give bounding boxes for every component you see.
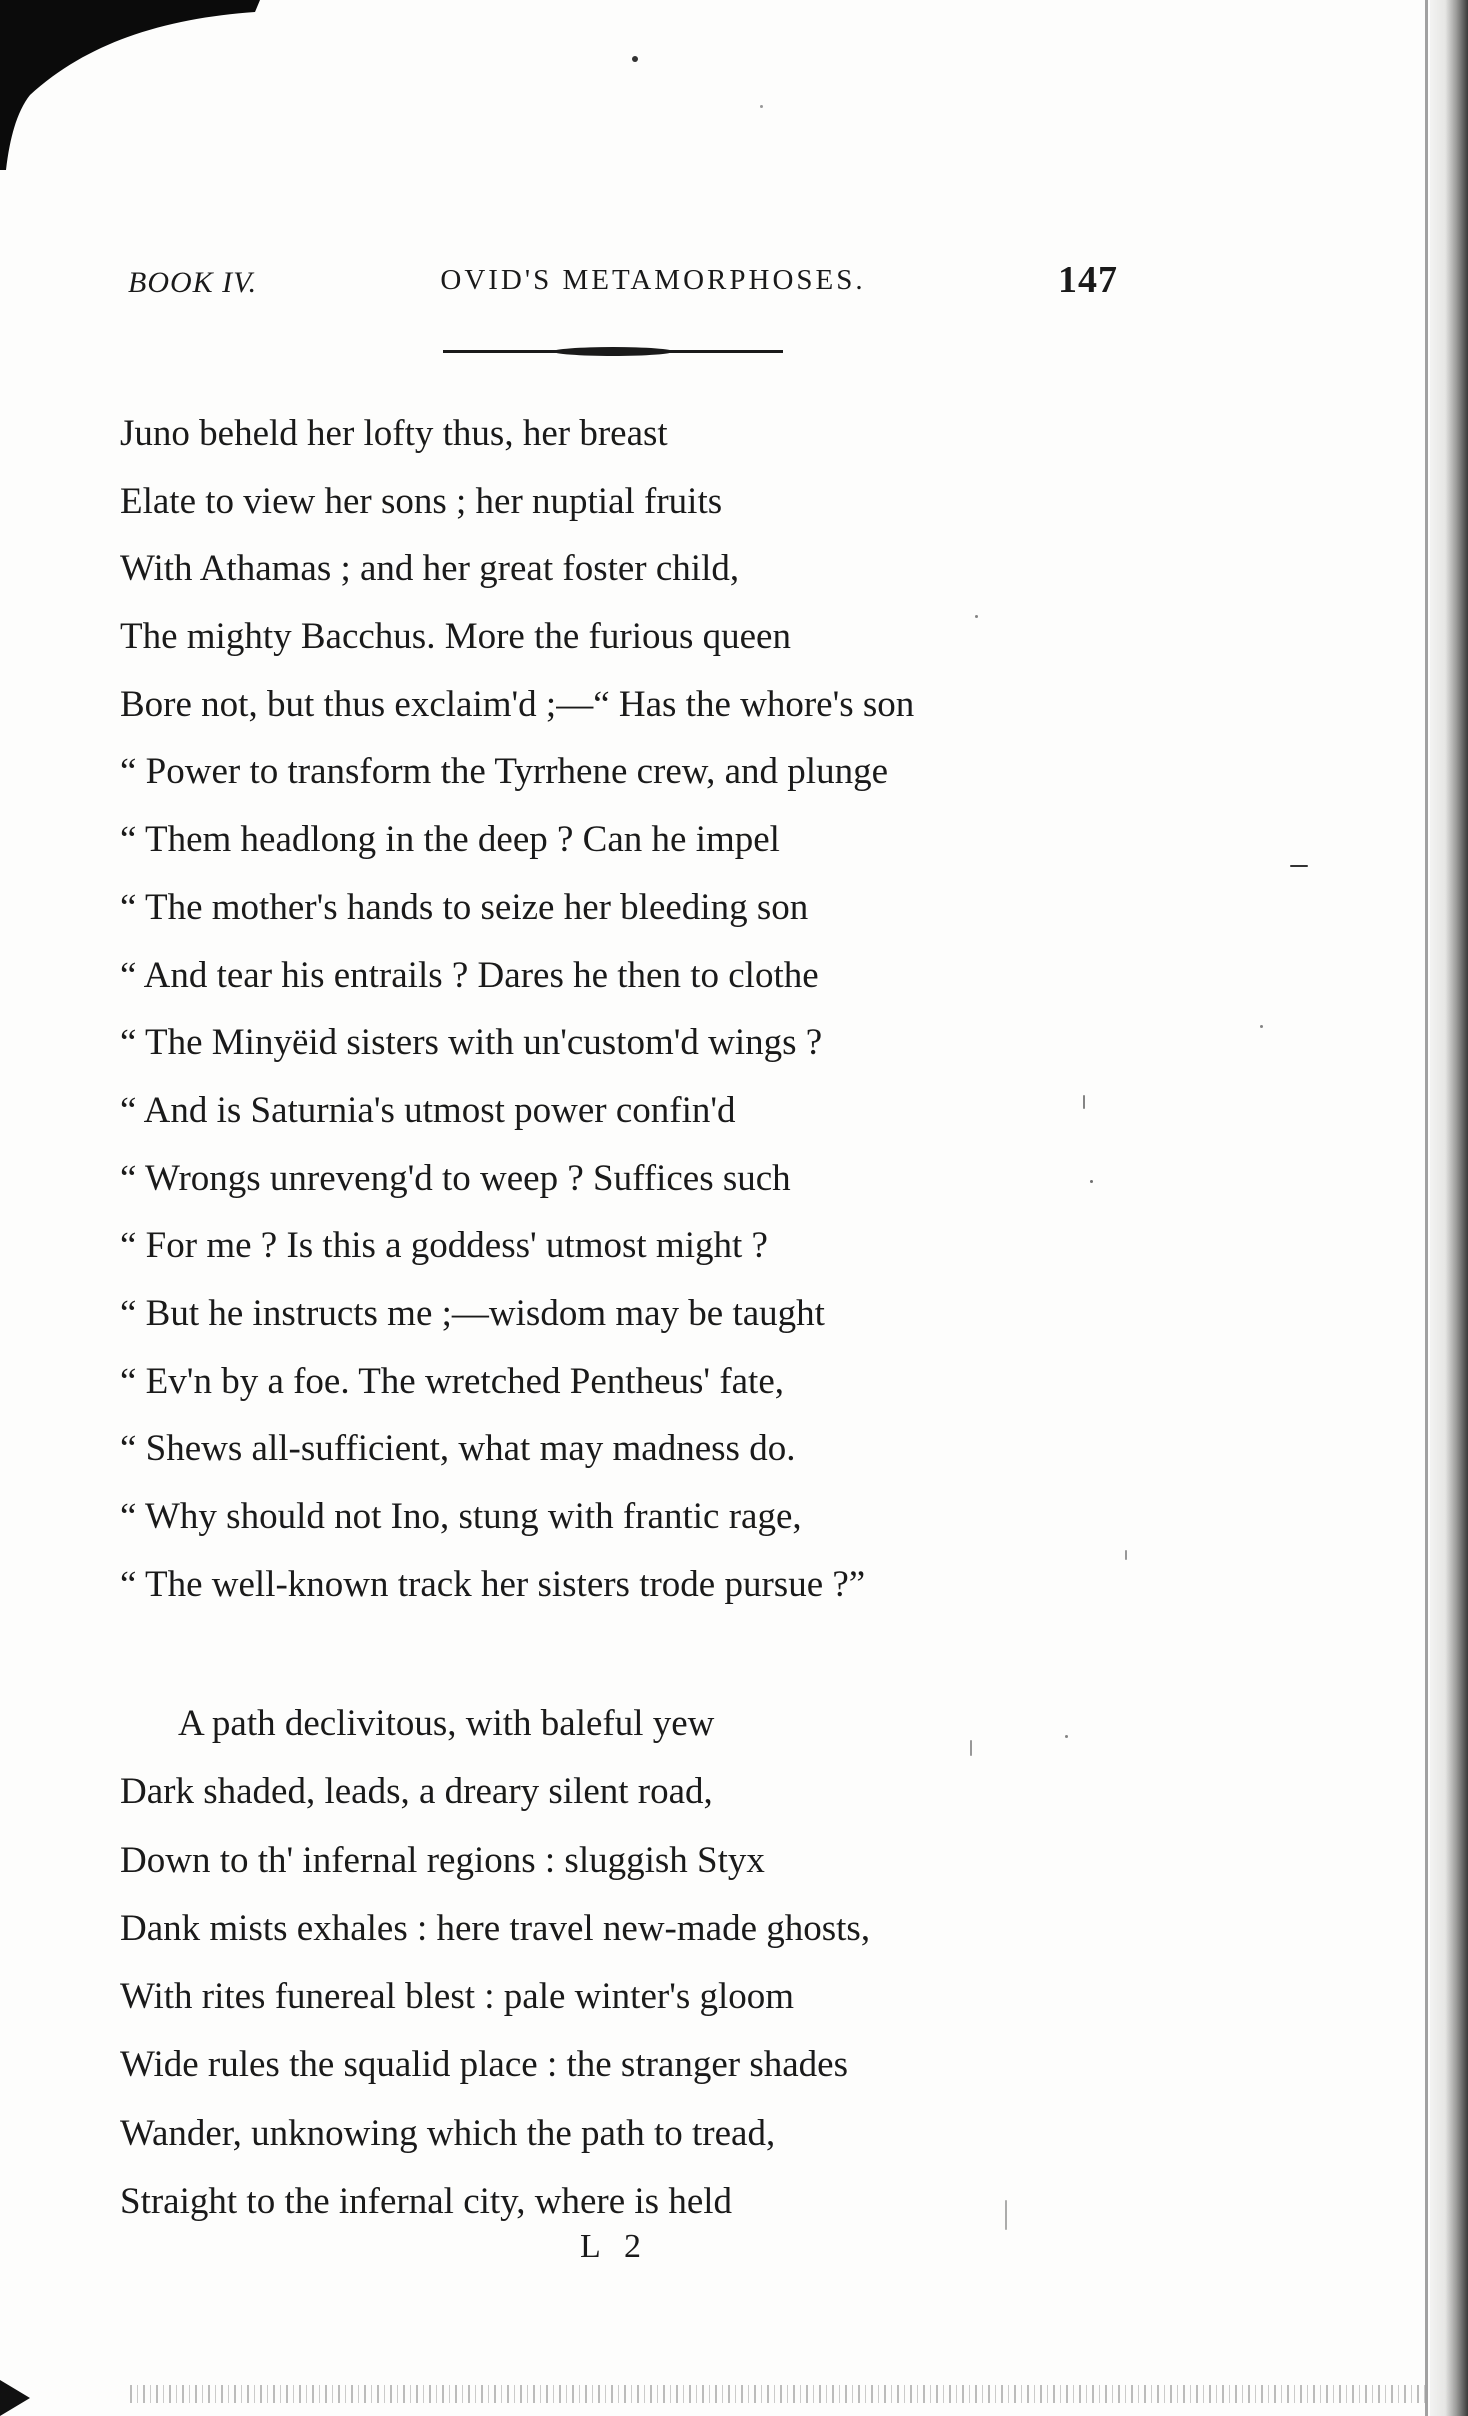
verse-line: “ Them headlong in the deep ? Can he impel — [120, 819, 780, 861]
verse-line: “ The Minyëid sisters with un'custom'd wings ? — [120, 1022, 823, 1064]
scan-speck — [970, 1740, 972, 1756]
page-gutter-line — [1425, 0, 1428, 2416]
verse-line: “ And tear his entrails ? Dares he then to clothe — [120, 954, 819, 996]
scan-speck — [632, 56, 638, 62]
verse-line: “ Why should not Ino, stung with frantic rage, — [120, 1496, 802, 1537]
verse-line: A path declivitous, with baleful yew — [178, 1703, 715, 1744]
header-rule — [443, 350, 783, 353]
verse-line: Straight to the infernal city, where is held — [120, 2181, 733, 2223]
verse-line: Wander, unknowing which the path to tread, — [120, 2112, 776, 2154]
scan-speck — [1260, 1025, 1263, 1028]
verse-line: Bore not, but thus exclaim'd ;—“ Has the whore's son — [120, 683, 915, 725]
scan-speck — [1005, 2200, 1007, 2230]
verse-line: “ Ev'n by a foe. The wretched Pentheus' fate, — [120, 1360, 785, 1402]
verse-line: “ Wrongs unreveng'd to weep ? Suffices such — [120, 1157, 791, 1199]
running-head — [128, 258, 1118, 308]
verse-line: “ And is Saturnia's utmost power confin'd — [120, 1089, 736, 1131]
stanza-juno-speech — [120, 400, 1120, 1618]
verse-line: With Athamas ; and her great foster child, — [120, 548, 740, 590]
verse-line: Elate to view her sons ; her nuptial fruits — [120, 480, 723, 522]
verse-line: “ But he instructs me ;—wisdom may be taught — [120, 1292, 825, 1334]
stanza-underworld-path — [120, 1690, 1120, 2236]
book-number: BOOK IV. — [128, 266, 258, 299]
scan-speck — [760, 105, 763, 108]
scan-speck — [1290, 865, 1308, 867]
page-fold-shadow — [0, 0, 260, 170]
verse-line: “ The well-known track her sisters trode pursue ?” — [120, 1563, 866, 1605]
verse-line: The mighty Bacchus. More the furious queen — [120, 616, 791, 658]
running-title: OVID'S METAMORPHOSES. — [440, 264, 866, 296]
scan-speck — [975, 615, 978, 618]
scan-speck — [1090, 1180, 1093, 1183]
verse-line: Juno beheld her lofty thus, her breast — [120, 413, 668, 454]
bottom-corner-mark — [0, 2380, 30, 2416]
scan-speck — [1065, 1735, 1068, 1738]
verse-line: “ Shews all-sufficient, what may madness do. — [120, 1428, 796, 1470]
scan-speck — [1083, 1095, 1085, 1109]
verse-line: Down to th' infernal regions : sluggish Styx — [120, 1839, 765, 1881]
verse-line: “ The mother's hands to seize her bleeding son — [120, 886, 809, 928]
verse-line: With rites funereal blest : pale winter's gloom — [120, 1976, 795, 2018]
verse-line: Dark shaded, leads, a dreary silent road, — [120, 1771, 713, 1813]
verse-line: Dank mists exhales : here travel new-made ghosts, — [120, 1907, 871, 1949]
verse-line: “ Power to transform the Tyrrhene crew, and plunge — [120, 751, 888, 793]
verse-line: “ For me ? Is this a goddess' utmost might ? — [120, 1225, 768, 1267]
scan-speck — [1125, 1550, 1127, 1560]
page-right-edge — [1430, 0, 1468, 2416]
page-number: 147 — [1058, 259, 1118, 301]
bottom-scan-noise — [130, 2385, 1430, 2403]
signature-mark: L 2 — [580, 2228, 650, 2265]
verse-line: Wide rules the squalid place : the stranger shades — [120, 2044, 848, 2086]
